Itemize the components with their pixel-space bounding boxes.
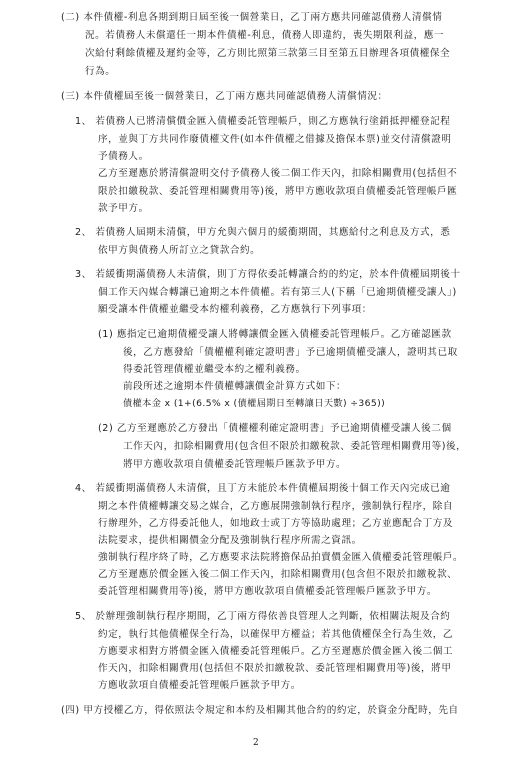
text-line: 期之本件債權轉讓交易之媒合，乙方應展開強制執行程序，強制執行程序，除自 (98, 501, 454, 512)
text-line: (2) 乙方至遲應於乙方發出「債權權利確定證明書」予已逾期債權受讓人後二個 (98, 423, 452, 434)
text-line: 1、 若債務人已將清償價金匯入債權委託管理帳戶，則乙方應執行塗銷抵押權登記程 (75, 116, 451, 127)
text-line: 法院要求，提供相關價金分配及強制執行程序所需之資訊。 (98, 535, 362, 546)
text-line: 工作天內，扣除相關費用(包含但不限於扣繳稅款、委託管理相關費用等)後， (123, 441, 467, 452)
text-line: 個工作天內媒合轉讓已逾期之本件債權。若有第三人(下稱「已逾期債權受讓人」) (98, 287, 457, 298)
text-line: 2、 若債務人屆期未清償，甲方允與六個月的緩衝期間，其應給付之利息及方式，悉 (75, 227, 451, 238)
text-line: 限於扣繳稅款、委託管理相關費用等)後，將甲方應收款項自債權委託管理帳戶匯 (98, 186, 458, 197)
text-line: 況。若債務人未償還任一期本件債權-利息，債務人即違約，喪失期限利益，應一 (85, 30, 445, 41)
text-line: 強制執行程序終了時，乙方應要求法院將擔保品拍賣價金匯入債權委託管理帳戶。 (98, 552, 464, 563)
text-line: 委託管理相關費用等)後，將甲方應收款項自債權委託管理帳戶匯款予甲方。 (98, 586, 438, 597)
text-line: 方應收款項自債權委託管理帳戶匯款予甲方。 (98, 680, 301, 691)
page-number: 2 (253, 738, 259, 748)
text-line: 3、 若緩衝期滿債務人未清償，則丁方得依委託轉讓合約的約定，於本件債權屆期後十 (75, 269, 461, 280)
text-line: 約定，執行其他債權保全行為，以確保甲方權益；若其他債權保全行為生效，乙 (98, 629, 454, 640)
text-line: 乙方至遲應於將清償證明交付予債務人後二個工作天內，扣除相關費用(包括但不 (98, 168, 458, 179)
text-line: 款予甲方。 (98, 203, 149, 214)
text-line: 4、 若緩衝期滿債務人未清償，且丁方未能於本件債權屆期後十個工作天內完成已逾 (75, 483, 451, 494)
text-line: 乙方至遲應於價金匯入後二個工作天內，扣除相關費用(包含但不限於扣繳稅款、 (98, 569, 458, 580)
text-line: (四) 甲方授權乙方，得依照法令規定和本約及相關其他合約的約定，於資金分配時，先自 (61, 705, 459, 716)
text-line: 作天內，扣除相關費用(包括但不限於扣繳稅款、委託管理相關費用等)後，將甲 (98, 663, 452, 674)
text-line: 行為。 (85, 66, 116, 77)
formula-line: 債權本金 x (1+(6.5% x (債權屆期日至轉讓日天數) ÷365)) (123, 398, 386, 409)
text-line: (二) 本件債權-利息各期到期日屆至後一個營業日，乙丁兩方應共同確認債務人清償情 (61, 12, 443, 23)
text-line: 將甲方應收款項自債權委託管理帳戶匯款予甲方。 (123, 459, 347, 470)
text-line: 予債務人。 (98, 151, 149, 162)
text-line: 後，乙方應發給「債權權利確定證明書」予已逾期債權受讓人，證明其已取 (123, 347, 458, 358)
text-line: 行辦理外，乙方得委託他人，如地政士或丁方等協助處理；乙方並應配合丁方及 (98, 518, 454, 529)
text-line: 次給付剩餘債權及遲約金等，乙方則比照第三款第三目至第五目辦理各項債權保全 (85, 48, 451, 59)
text-line: 序，並與丁方共同作廢債權文件(如本件債權之借據及擔保本票)並交付清償證明 (98, 134, 452, 145)
text-line: (三) 本件債權屆至後一個營業日，乙丁兩方應共同確認債務人清償情況： (61, 91, 388, 102)
text-line: 得委託管理債權並繼受本約之權利義務。 (123, 364, 306, 375)
text-line: (1) 應指定已逾期債權受讓人將轉讓價金匯入債權委託管理帳戶。乙方確認匯款 (98, 329, 452, 340)
text-line: 依甲方與債務人所訂立之貸款合約。 (98, 245, 261, 256)
text-line: 方應要求相對方將價金匯入債權委託管理帳戶。乙方至遲應於價金匯入後二個工 (98, 646, 454, 657)
text-line: 願受讓本件債權並繼受本約權利義務，乙方應執行下列事項： (98, 304, 372, 315)
text-line: 前段所述之逾期本件債權轉讓價金計算方式如下： (123, 381, 347, 392)
text-line: 5、 於辦理強制執行程序期間，乙丁兩方得依善良管理人之判斷，依相關法規及合約 (75, 611, 451, 622)
